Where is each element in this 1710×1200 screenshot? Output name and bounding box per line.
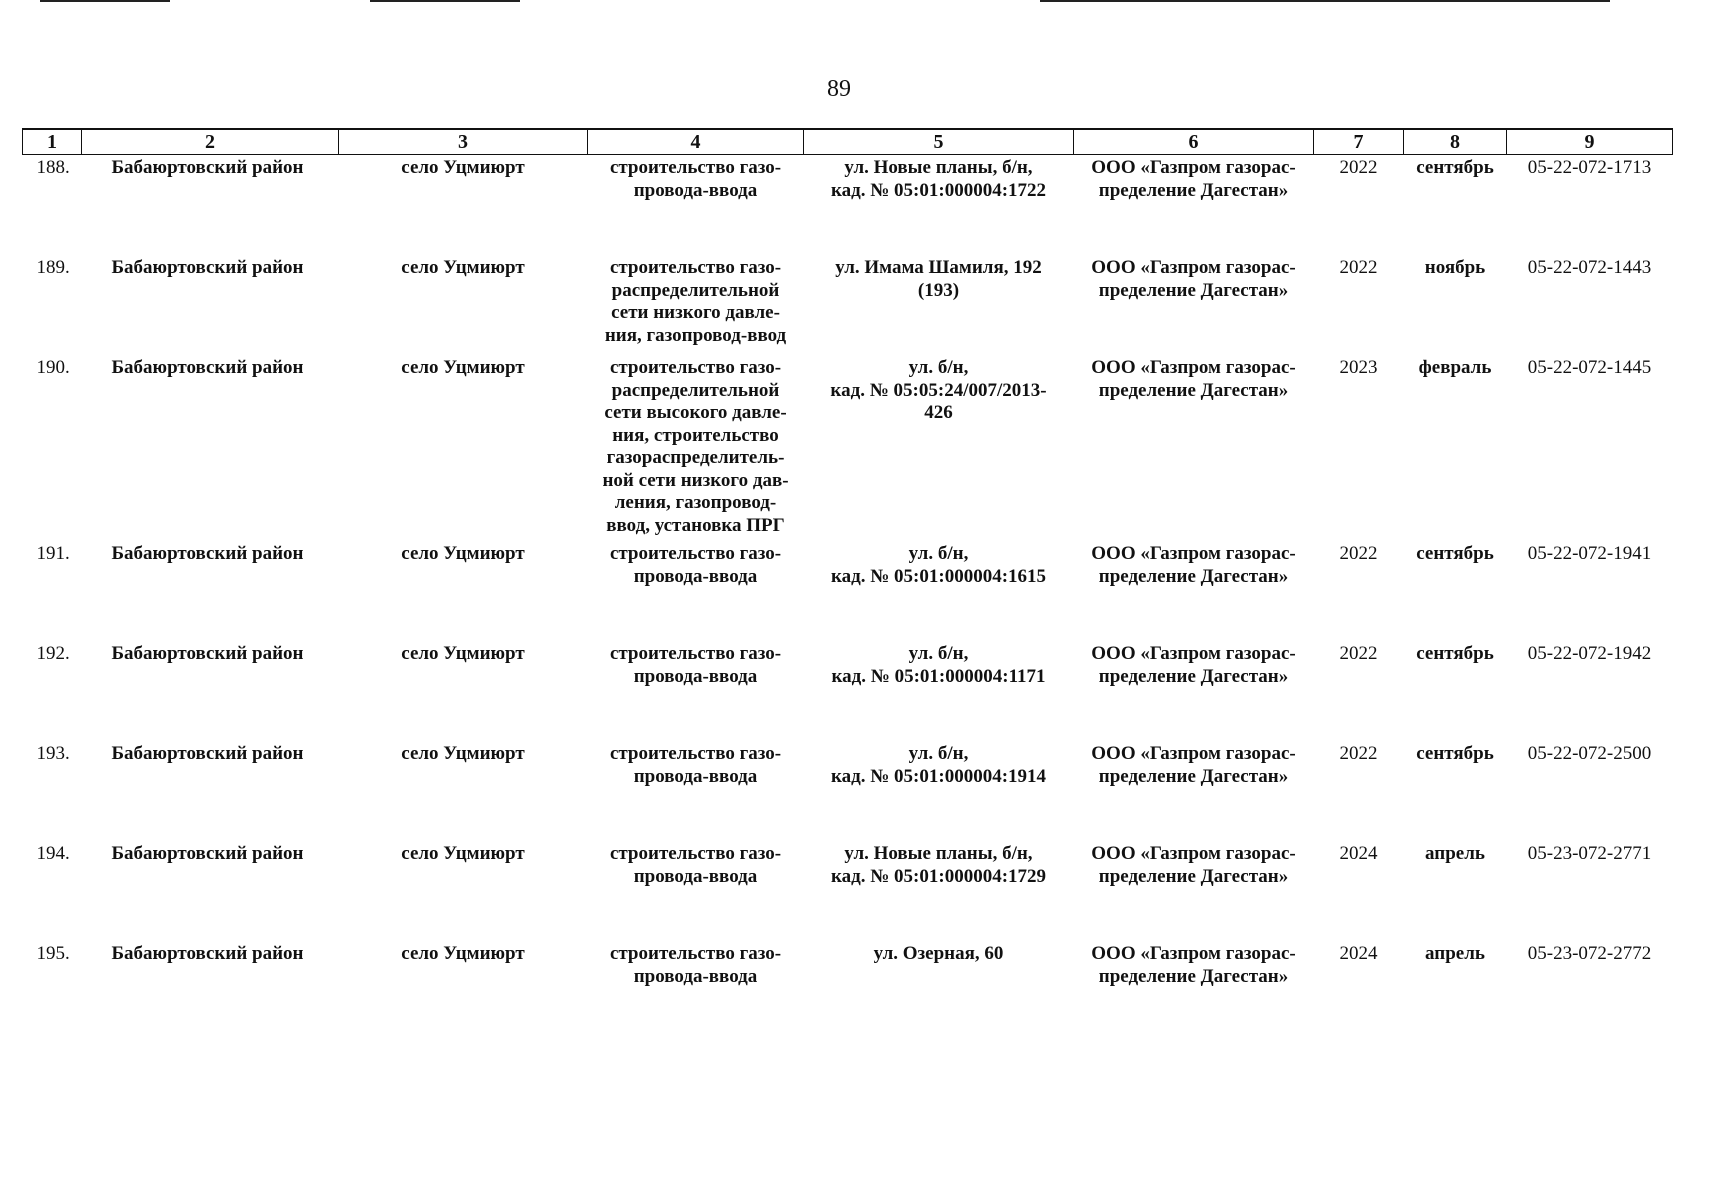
work-type-cell: строительство газо- провода-ввода [609,743,782,787]
organization-cell: ООО «Газпром газорас- пределение Дагестан» [1091,743,1296,787]
work-type-cell: строительство газо- провода-ввода [609,643,782,687]
code-cell: 05-22-072-1445 [1527,357,1652,378]
organization-cell: ООО «Газпром газорас- пределение Дагестан» [1091,943,1296,987]
row-number: 193. [36,743,70,764]
row-number: 191. [36,543,70,564]
column-header: 9 [1507,129,1673,155]
code-cell: 05-23-072-2772 [1527,943,1652,964]
column-header: 8 [1404,129,1507,155]
code-cell: 05-22-072-1942 [1527,643,1652,664]
year-cell: 2023 [1339,357,1378,378]
address-cell: ул. Новые планы, б/н, кад. № 05:01:000004:1729 [830,843,1047,887]
column-header: 6 [1074,129,1314,155]
code-cell: 05-22-072-2500 [1527,743,1652,764]
district-cell: Бабаюртовский район [111,543,304,564]
settlement-cell: село Уцмиюрт [401,743,525,764]
scan-edge-right [1040,0,1610,2]
month-cell: сентябрь [1416,543,1494,564]
organization-cell: ООО «Газпром газорас- пределение Дагестан» [1091,257,1296,301]
year-cell: 2022 [1339,743,1378,764]
column-header: 3 [339,129,588,155]
work-type-cell: строительство газо- провода-ввода [609,543,782,587]
row-number: 192. [36,643,70,664]
district-cell: Бабаюртовский район [111,743,304,764]
organization-cell: ООО «Газпром газорас- пределение Дагестан» [1091,643,1296,687]
settlement-cell: село Уцмиюрт [401,543,525,564]
table-row [23,943,1673,1043]
row-number: 195. [36,943,70,964]
row-number: 190. [36,357,70,378]
scan-edge-middle [370,0,520,2]
column-header: 1 [23,129,82,155]
month-cell: февраль [1418,357,1492,378]
code-cell: 05-22-072-1941 [1527,543,1652,564]
organization-cell: ООО «Газпром газорас- пределение Дагестан» [1091,157,1296,201]
table-row [23,543,1673,643]
table-row [23,155,1673,258]
address-cell: ул. Имама Шамиля, 192 (193) [835,257,1042,301]
settlement-cell: село Уцмиюрт [401,157,525,178]
page-number: 89 [827,76,851,102]
district-cell: Бабаюртовский район [111,943,304,964]
table-row [23,643,1673,743]
organization-cell: ООО «Газпром газорас- пределение Дагестан» [1091,543,1296,587]
work-type-cell: строительство газо- провода-ввода [609,157,782,201]
organization-cell: ООО «Газпром газорас- пределение Дагестан» [1091,843,1296,887]
scan-edge-left [40,0,170,2]
settlement-cell: село Уцмиюрт [401,357,525,378]
table-row [23,743,1673,843]
column-header: 4 [588,129,804,155]
settlement-cell: село Уцмиюрт [401,257,525,278]
address-cell: ул. б/н, кад. № 05:01:000004:1914 [830,743,1047,787]
month-cell: сентябрь [1416,743,1494,764]
row-number: 194. [36,843,70,864]
month-cell: сентябрь [1416,643,1494,664]
year-cell: 2022 [1339,543,1378,564]
month-cell: ноябрь [1424,257,1486,278]
code-cell: 05-22-072-1713 [1527,157,1652,178]
year-cell: 2022 [1339,157,1378,178]
code-cell: 05-22-072-1443 [1527,257,1652,278]
district-cell: Бабаюртовский район [111,257,304,278]
year-cell: 2024 [1339,843,1378,864]
table-row [23,257,1673,357]
column-header: 5 [804,129,1074,155]
table-row [23,843,1673,943]
code-cell: 05-23-072-2771 [1527,843,1652,864]
year-cell: 2024 [1339,943,1378,964]
address-cell: ул. б/н, кад. № 05:05:24/007/2013- 426 [830,357,1047,423]
work-type-cell: строительство газо- провода-ввода [609,843,782,887]
header-row [23,129,1673,155]
settlement-cell: село Уцмиюрт [401,643,525,664]
year-cell: 2022 [1339,257,1378,278]
month-cell: апрель [1425,943,1485,964]
column-header: 2 [82,129,339,155]
year-cell: 2022 [1339,643,1378,664]
district-cell: Бабаюртовский район [111,357,304,378]
district-cell: Бабаюртовский район [111,157,304,178]
settlement-cell: село Уцмиюрт [401,943,525,964]
address-cell: ул. Новые планы, б/н, кад. № 05:01:000004:1722 [830,157,1047,201]
organization-cell: ООО «Газпром газорас- пределение Дагестан» [1091,357,1296,401]
table-row [23,357,1673,543]
district-cell: Бабаюртовский район [111,843,304,864]
address-cell: ул. Озерная, 60 [873,943,1004,964]
registry-table [22,128,1673,1043]
month-cell: сентябрь [1416,157,1494,178]
work-type-cell: строительство газо- распределительной сети высокого давле- ния, строительство газораспределитель- ной сети низкого дав- ления, газопровод- ввод, установка ПРГ [602,357,789,536]
address-cell: ул. б/н, кад. № 05:01:000004:1615 [830,543,1047,587]
address-cell: ул. б/н, кад. № 05:01:000004:1171 [831,643,1046,687]
row-number: 188. [36,157,70,178]
month-cell: апрель [1425,843,1485,864]
column-header: 7 [1314,129,1404,155]
row-number: 189. [36,257,70,278]
settlement-cell: село Уцмиюрт [401,843,525,864]
work-type-cell: строительство газо- провода-ввода [609,943,782,987]
work-type-cell: строительство газо- распределительной сети низкого давле- ния, газопровод-ввод [604,257,787,346]
district-cell: Бабаюртовский район [111,643,304,664]
